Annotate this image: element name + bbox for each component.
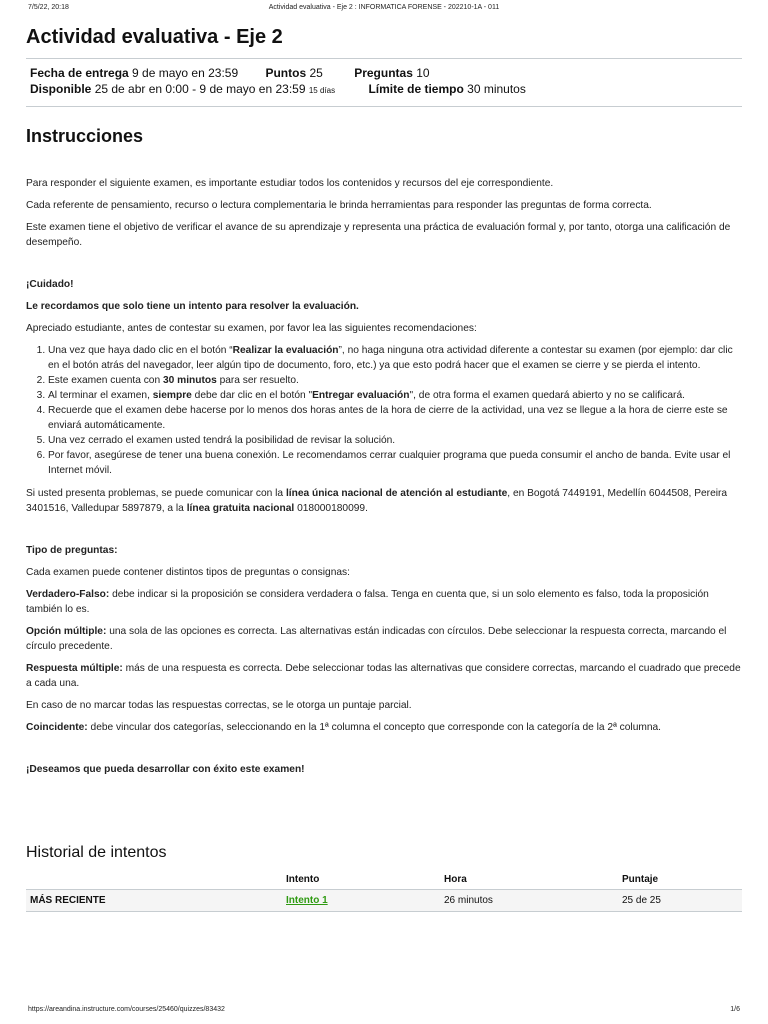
- time-limit-value: 30 minutos: [467, 82, 526, 96]
- table-row: [26, 890, 742, 912]
- list-item: 6. Por favor, asegúrese de tener una buena conexión. Le recomendamos cerrar cualquier programa que pueda consumir el ancho de banda. Evite usar el Internet móvil.: [48, 448, 742, 478]
- available-days: 15 días: [308, 86, 336, 95]
- instructions-body: [26, 176, 742, 777]
- support-info: Si usted presenta problemas, se puede comunicar con la línea única nacional de atención al estudiante, en Bogotá 7449191, Medellín 6044508, Pereira 3401516, Valledupar 5897879, a la línea gratuita nacional 018000180099.: [26, 488, 728, 514]
- column-header: Hora: [440, 870, 618, 890]
- matching-info: Coincidente: debe vincular dos categorías, seleccionando en la 1ª columna el concepto que corresponde con la categoría de la 2ª columna.: [26, 722, 662, 733]
- list-item: 5. Una vez cerrado el examen usted tendrá la posibilidad de revisar la solución.: [48, 433, 742, 448]
- attempt-history-table: [26, 870, 742, 912]
- one-attempt-notice: Le recordamos que solo tiene un intento para resolver la evaluación.: [26, 301, 359, 312]
- quiz-details-row-2: [30, 81, 738, 99]
- due-label: Fecha de entrega: [30, 66, 129, 80]
- question-types-heading: Tipo de preguntas:: [26, 545, 118, 556]
- attempt-recency-label: MÁS RECIENTE: [26, 890, 282, 912]
- time-limit-label: Límite de tiempo: [368, 82, 464, 96]
- multiple-choice-info: Opción múltiple: una sola de las opciones es correcta. Las alternativas están indicadas con círculos. Debe seleccionar la respuesta correcta, marcando el círculo precedente.: [26, 626, 727, 652]
- instructions-heading: Instrucciones: [26, 126, 144, 146]
- true-false-info: Verdadero-Falso: debe indicar si la proposición se considera verdadera o falsa. Tenga en cuenta que, si un solo elemento es falso, toda la proposición también lo es.: [26, 589, 709, 615]
- table-header-row: [26, 870, 742, 890]
- recommendations-list: [26, 343, 742, 478]
- column-header: [26, 870, 282, 890]
- attempt-time: 26 minutos: [440, 890, 618, 912]
- available-label: Disponible: [30, 82, 92, 96]
- column-header: Puntaje: [618, 870, 742, 890]
- points-value: 25: [309, 66, 323, 80]
- available-value: 25 de abr en 0:00 - 9 de mayo en 23:59: [94, 82, 306, 96]
- instructions-p2: Cada referente de pensamiento, recurso o lectura complementaria le brinda herramientas para responder las preguntas de forma correcta.: [26, 200, 652, 211]
- print-footer: [28, 1006, 740, 1018]
- column-header: Intento: [282, 870, 440, 890]
- print-url: https://areandina.instructure.com/courses/25460/quizzes/83432: [28, 1006, 225, 1013]
- print-page-title: Actividad evaluativa - Eje 2 : INFORMATICA FORENSE - 202210-1A - 011: [268, 4, 500, 11]
- closing-message: ¡Deseamos que pueda desarrollar con éxito este examen!: [26, 764, 305, 775]
- list-item: 4. Recuerde que el examen debe hacerse por lo menos dos horas antes de la hora de cierre de la actividad, una vez se llegue a la hora de cierre este se enviará automáticamente.: [48, 403, 742, 433]
- print-header: [28, 4, 740, 16]
- list-item: 3. Al terminar el examen, siempre debe dar clic en el botón "Entregar evaluación", de otra forma el examen quedará abierto y no se calificará.: [48, 388, 742, 403]
- attempt-cell: [282, 890, 440, 912]
- question-types-intro: Cada examen puede contener distintos tipos de preguntas o consignas:: [26, 567, 350, 578]
- quiz-title: Actividad evaluativa - Eje 2: [26, 26, 283, 48]
- list-item: 1. Una vez que haya dado clic en el botón “Realizar la evaluación”, no haga ninguna otra actividad diferente a contestar su examen (por ejemplo: dar clic en el botón atrás del navegador, leer algún tipo de documento, foro, etc.) ya que esto podrá hacer que el examen se cierre y se pierda el intento.: [48, 343, 742, 373]
- attempt-score: 25 de 25: [618, 890, 742, 912]
- due-value: 9 de mayo en 23:59: [132, 66, 239, 80]
- multiple-answer-info: Respuesta múltiple: más de una respuesta es correcta. Debe seleccionar todas las alternativas que considere correctas, marcando el cuadrado que precede a cada una.: [26, 663, 741, 689]
- quiz-details-row-1: [30, 65, 738, 81]
- quiz-details: [26, 58, 742, 107]
- attempt-history-heading: Historial de intentos: [26, 844, 167, 861]
- attempt-link[interactable]: Intento 1: [286, 895, 328, 906]
- caution-heading: ¡Cuidado!: [26, 279, 74, 290]
- instructions-p1: Para responder el siguiente examen, es importante estudiar todos los contenidos y recursos del eje correspondiente.: [26, 178, 554, 189]
- questions-label: Preguntas: [354, 66, 413, 80]
- partial-score-info: En caso de no marcar todas las respuestas correctas, se le otorga un puntaje parcial.: [26, 700, 412, 711]
- recommendations-intro: Apreciado estudiante, antes de contestar su examen, por favor lea las siguientes recomendaciones:: [26, 323, 477, 334]
- main-content: [26, 24, 742, 912]
- print-page-number: 1/6: [730, 1006, 740, 1013]
- list-item: 2. Este examen cuenta con 30 minutos para ser resuelto.: [48, 373, 742, 388]
- questions-value: 10: [416, 66, 430, 80]
- points-label: Puntos: [265, 66, 307, 80]
- instructions-p3: Este examen tiene el objetivo de verificar el avance de su aprendizaje y representa una práctica de evaluación formal y, por tanto, otorga una calificación de desempeño.: [26, 222, 731, 248]
- print-datetime: 7/5/22, 20:18: [28, 4, 69, 11]
